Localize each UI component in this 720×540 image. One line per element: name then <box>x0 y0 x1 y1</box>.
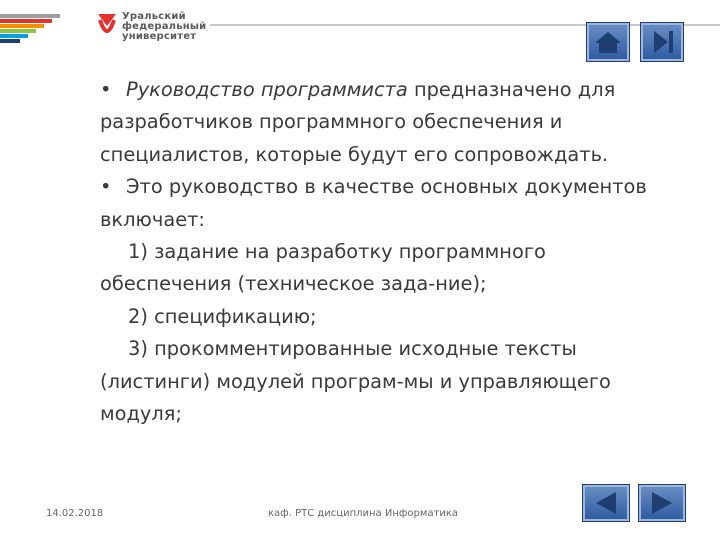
bullet-text: предназначено для разработчиков программного обеспечения и специалистов, которые будут его сопровождать. <box>100 78 616 166</box>
next-slide-button[interactable] <box>638 484 686 522</box>
bullet-marker: • <box>100 175 112 199</box>
list-item-text: 1) задание на разработку программного обеспечения (техническое зада-ние); <box>100 240 546 296</box>
list-item-3 <box>100 333 670 430</box>
bullet-text: Это руководство в качестве основных документов включает: <box>100 175 647 231</box>
list-item-text: 3) прокомментированные исходные тексты (листинги) модулей програм-мы и управляющего модуля; <box>100 337 611 426</box>
previous-slide-button[interactable] <box>582 484 630 522</box>
next-icon <box>639 485 685 521</box>
emphasis-term: Руководство программиста <box>126 78 408 101</box>
list-item-2 <box>100 301 670 333</box>
bullet-marker: • <box>100 78 112 101</box>
logo-line-2: федеральный <box>122 21 207 32</box>
slide-header <box>0 0 720 80</box>
last-slide-button[interactable] <box>640 22 684 62</box>
logo-line-1: Уральский <box>122 11 186 22</box>
slide-body <box>100 74 670 430</box>
home-button[interactable] <box>586 22 630 62</box>
logo-line-3: университет <box>122 31 197 42</box>
university-logo-icon <box>96 12 118 42</box>
bullet-paragraph-2 <box>100 171 670 236</box>
list-item-text: 2) спецификацию; <box>128 304 317 328</box>
university-logo-text <box>122 12 206 42</box>
previous-icon <box>583 485 629 521</box>
footer-date: 14.02.2018 <box>46 508 104 519</box>
home-icon <box>587 23 629 61</box>
bullet-paragraph-1 <box>100 74 670 171</box>
skip-end-icon <box>641 23 683 61</box>
list-item-1 <box>100 236 670 301</box>
footer-course: каф. РТС дисциплина Информатика <box>268 508 459 519</box>
